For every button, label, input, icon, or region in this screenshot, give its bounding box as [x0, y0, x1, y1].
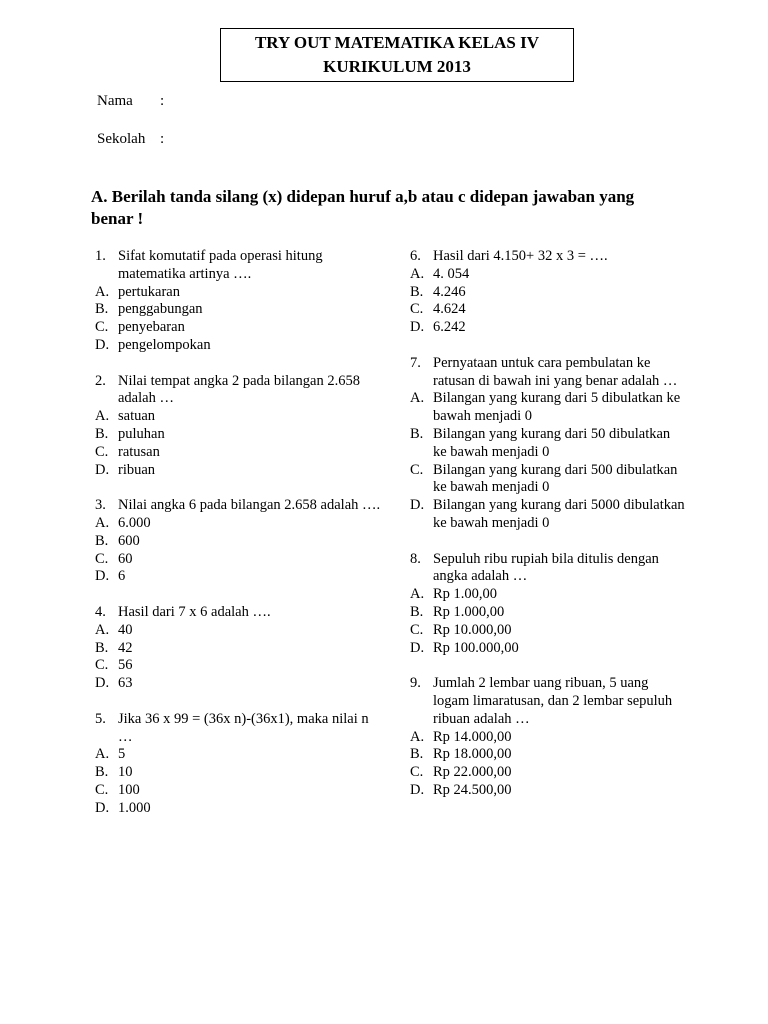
- question-number: 2.: [95, 372, 106, 389]
- answer-option[interactable]: [95, 284, 385, 302]
- answer-option[interactable]: [410, 497, 685, 533]
- answer-option[interactable]: [410, 266, 685, 284]
- option-text: 56: [118, 657, 133, 674]
- question-text: Sepuluh ribu rupiah bila ditulis dengan angka adalah …: [433, 550, 659, 585]
- answer-option[interactable]: [410, 390, 685, 426]
- question-item: [95, 497, 385, 586]
- field-colon-sekolah: :: [160, 131, 165, 147]
- answer-option[interactable]: [95, 515, 385, 533]
- option-text: pengelompokan: [118, 336, 211, 353]
- answer-option[interactable]: [410, 604, 685, 622]
- option-text: 6.000: [118, 514, 151, 531]
- option-text: Bilangan yang kurang dari 50 dibulatkan ke bawah menjadi 0: [433, 425, 671, 460]
- answer-option[interactable]: [95, 622, 385, 640]
- field-colon-nama: :: [160, 93, 165, 109]
- field-sekolah: [97, 131, 165, 148]
- option-letter: C.: [95, 781, 109, 798]
- option-text: Rp 100.000,00: [433, 639, 519, 656]
- option-text: 4.624: [433, 301, 466, 318]
- option-letter: B.: [95, 639, 109, 656]
- answer-option[interactable]: [410, 764, 685, 782]
- option-text: Rp 1.00,00: [433, 586, 498, 603]
- option-letter: B.: [410, 746, 424, 763]
- answer-option[interactable]: [410, 586, 685, 604]
- answer-option[interactable]: [410, 426, 685, 462]
- option-letter: B.: [95, 532, 109, 549]
- option-letter: D.: [95, 461, 110, 478]
- option-letter: B.: [410, 283, 424, 300]
- question-item: [95, 373, 385, 480]
- option-letter: D.: [95, 336, 110, 353]
- answer-option[interactable]: [410, 284, 685, 302]
- answer-option[interactable]: [410, 319, 685, 337]
- question-text: Jika 36 x 99 = (36x n)-(36x1), maka nilai n …: [118, 710, 369, 745]
- question-item: [410, 551, 685, 658]
- option-text: 63: [118, 675, 133, 692]
- question-number: 9.: [410, 675, 421, 692]
- question-item: [410, 675, 685, 800]
- question-number: 8.: [410, 550, 421, 567]
- option-letter: D.: [410, 781, 425, 798]
- option-text: 1.000: [118, 799, 151, 816]
- field-label-nama: Nama: [97, 93, 133, 109]
- question-stem: [410, 248, 685, 266]
- option-text: penyebaran: [118, 319, 185, 336]
- title-box: [220, 28, 574, 82]
- option-text: 4.246: [433, 283, 466, 300]
- question-text: Nilai angka 6 pada bilangan 2.658 adalah ….: [118, 497, 381, 514]
- answer-option[interactable]: [410, 301, 685, 319]
- option-letter: A.: [95, 408, 110, 425]
- question-stem: [95, 604, 385, 622]
- answer-option[interactable]: [95, 764, 385, 782]
- option-text: puluhan: [118, 425, 165, 442]
- question-text: Sifat komutatif pada operasi hitung matematika artinya ….: [118, 248, 323, 282]
- option-letter: A.: [410, 390, 425, 407]
- option-text: 6.242: [433, 319, 466, 336]
- question-number: 6.: [410, 248, 421, 264]
- answer-option[interactable]: [410, 782, 685, 800]
- question-item: [410, 355, 685, 533]
- question-text: Pernyataan untuk cara pembulatan ke ratusan di bawah ini yang benar adalah …: [433, 354, 678, 389]
- option-letter: A.: [95, 283, 110, 300]
- answer-option[interactable]: [95, 551, 385, 569]
- question-item: [95, 711, 385, 818]
- option-letter: B.: [95, 301, 109, 318]
- answer-option[interactable]: [95, 800, 385, 818]
- question-text: Hasil dari 4.150+ 32 x 3 = ….: [433, 248, 608, 264]
- question-number: 5.: [95, 710, 106, 727]
- option-text: satuan: [118, 408, 156, 425]
- title-line-2: KURIKULUM 2013: [323, 57, 471, 76]
- answer-option[interactable]: [95, 675, 385, 693]
- option-letter: A.: [95, 621, 110, 638]
- question-stem: [410, 355, 685, 391]
- option-letter: D.: [410, 319, 425, 336]
- option-text: 600: [118, 532, 140, 549]
- answer-option[interactable]: [95, 337, 385, 355]
- option-letter: D.: [410, 639, 425, 656]
- option-letter: B.: [410, 425, 424, 442]
- option-letter: B.: [95, 764, 109, 781]
- question-number: 1.: [95, 248, 106, 264]
- answer-option[interactable]: [95, 462, 385, 480]
- title-line-1: TRY OUT MATEMATIKA KELAS IV: [254, 33, 540, 52]
- option-text: ribuan: [118, 461, 156, 478]
- question-stem: [410, 551, 685, 587]
- question-stem: [95, 497, 385, 515]
- option-text: 4. 054: [433, 265, 470, 282]
- option-letter: C.: [410, 301, 424, 318]
- option-letter: B.: [410, 603, 424, 620]
- option-text: 100: [118, 781, 140, 798]
- option-text: ratusan: [118, 443, 160, 460]
- question-item: [95, 604, 385, 693]
- answer-option[interactable]: [95, 444, 385, 462]
- option-letter: A.: [410, 728, 425, 745]
- option-text: 5: [118, 746, 126, 763]
- answer-option[interactable]: [95, 782, 385, 800]
- answer-option[interactable]: [410, 640, 685, 658]
- option-letter: D.: [95, 675, 110, 692]
- option-text: Rp 10.000,00: [433, 621, 512, 638]
- questions-left-column: [95, 248, 385, 835]
- question-text: Nilai tempat angka 2 pada bilangan 2.658 adalah …: [118, 372, 360, 407]
- question-number: 7.: [410, 354, 421, 371]
- question-stem: [95, 248, 385, 284]
- field-label-sekolah: Sekolah: [97, 131, 146, 147]
- question-number: 3.: [95, 497, 106, 514]
- option-text: penggabungan: [118, 301, 203, 318]
- option-text: Rp 1.000,00: [433, 603, 505, 620]
- option-letter: C.: [95, 550, 109, 567]
- answer-option[interactable]: [410, 622, 685, 640]
- answer-option[interactable]: [95, 640, 385, 658]
- answer-option[interactable]: [95, 746, 385, 764]
- question-item: [410, 248, 685, 337]
- option-letter: C.: [95, 443, 109, 460]
- option-letter: D.: [410, 497, 425, 514]
- option-text: Rp 22.000,00: [433, 764, 512, 781]
- option-letter: A.: [95, 514, 110, 531]
- answer-option[interactable]: [95, 568, 385, 586]
- question-text: Jumlah 2 lembar uang ribuan, 5 uang logam limaratusan, dan 2 lembar sepuluh ribuan adalah …: [433, 675, 673, 727]
- option-letter: C.: [410, 764, 424, 781]
- option-text: 42: [118, 639, 133, 656]
- option-letter: A.: [410, 586, 425, 603]
- answer-option[interactable]: [410, 746, 685, 764]
- answer-option[interactable]: [95, 301, 385, 319]
- answer-option[interactable]: [410, 462, 685, 498]
- option-text: Bilangan yang kurang dari 5000 dibulatkan ke bawah menjadi 0: [433, 497, 685, 531]
- field-nama: [97, 93, 165, 110]
- instruction: A. Berilah tanda silang (x) didepan huruf a,b atau c didepan jawaban yang benar !: [91, 187, 635, 228]
- option-text: Rp 18.000,00: [433, 746, 512, 763]
- question-number: 4.: [95, 603, 106, 620]
- option-letter: A.: [95, 746, 110, 763]
- option-letter: D.: [95, 568, 110, 585]
- option-text: Bilangan yang kurang dari 500 dibulatkan ke bawah menjadi 0: [433, 461, 678, 496]
- option-letter: C.: [95, 657, 109, 674]
- question-stem: [95, 711, 385, 747]
- option-letter: B.: [95, 425, 109, 442]
- answer-option[interactable]: [95, 533, 385, 551]
- question-text: Hasil dari 7 x 6 adalah ….: [118, 603, 271, 620]
- option-text: Rp 14.000,00: [433, 728, 512, 745]
- option-text: Bilangan yang kurang dari 5 dibulatkan ke bawah menjadi 0: [433, 390, 681, 425]
- answer-option[interactable]: [95, 426, 385, 444]
- answer-option[interactable]: [95, 657, 385, 675]
- answer-option[interactable]: [95, 319, 385, 337]
- option-text: Rp 24.500,00: [433, 781, 512, 798]
- question-stem: [410, 675, 685, 728]
- option-letter: A.: [410, 265, 425, 282]
- option-text: 10: [118, 764, 133, 781]
- question-item: [95, 248, 385, 355]
- question-stem: [95, 373, 385, 409]
- option-text: 40: [118, 621, 133, 638]
- option-text: 6: [118, 568, 126, 585]
- option-letter: C.: [410, 461, 424, 478]
- answer-option[interactable]: [95, 408, 385, 426]
- answer-option[interactable]: [410, 729, 685, 747]
- option-text: pertukaran: [118, 283, 180, 300]
- option-letter: C.: [95, 319, 109, 336]
- option-text: 60: [118, 550, 133, 567]
- option-letter: C.: [410, 621, 424, 638]
- questions-right-column: [410, 248, 685, 818]
- option-letter: D.: [95, 799, 110, 816]
